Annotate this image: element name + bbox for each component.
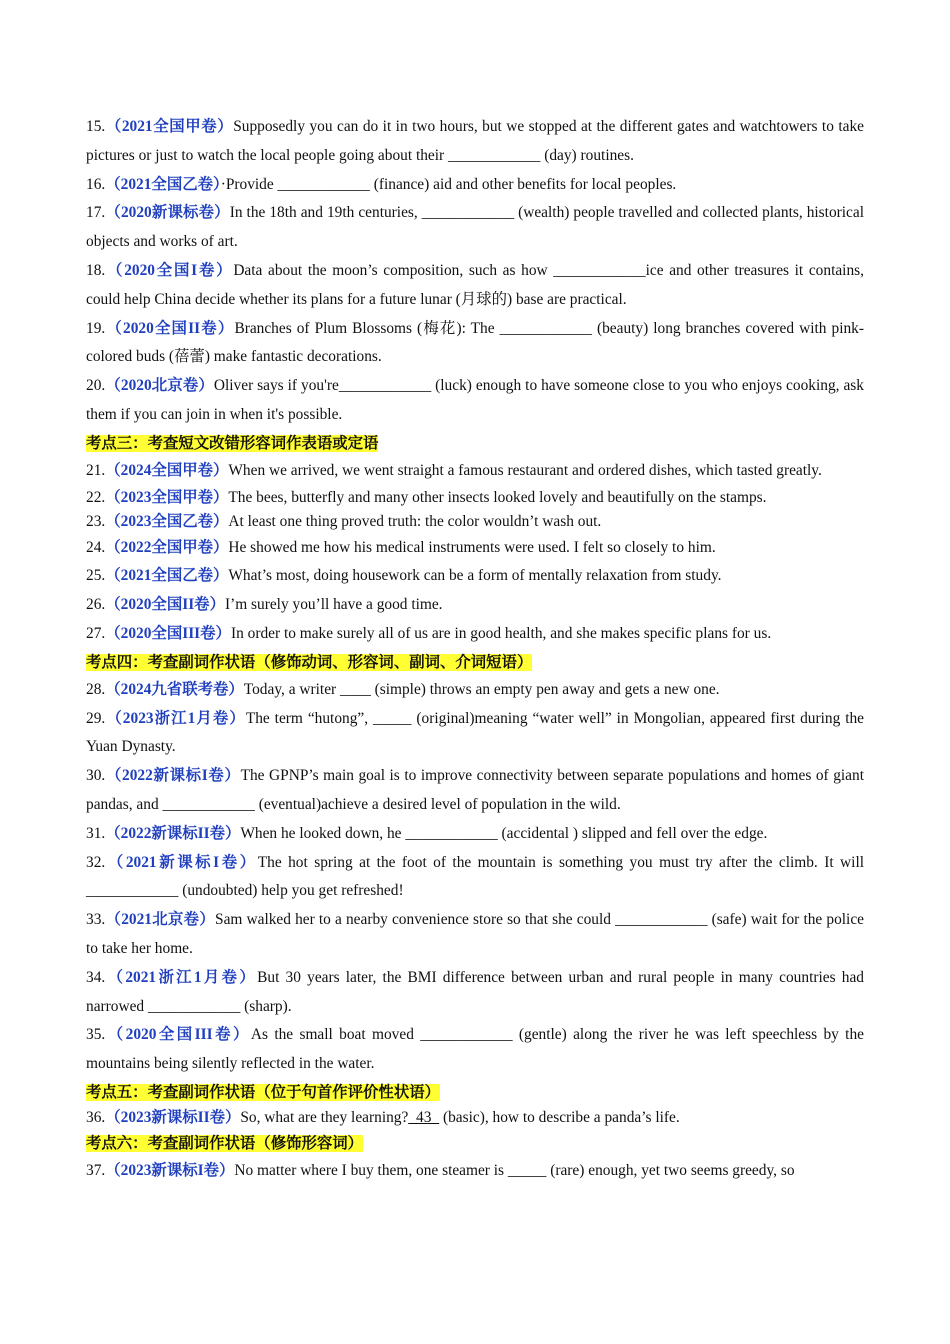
exam-source: （2024全国甲卷）	[105, 461, 229, 479]
question-text: Data about the moon’s composition, such as how ____________ice and other treasures it contains, could help China decide whether its plans for a future lunar (月球的) base are practical.	[86, 261, 864, 308]
question-number: 16.	[86, 175, 106, 193]
question-text-after: (basic), how to describe a panda’s life.	[439, 1108, 680, 1126]
exam-source: （2020全国II卷）	[105, 596, 225, 614]
question-number: 37.	[86, 1161, 106, 1179]
question-text: The bees, butterfly and many other insects looked lovely and beautifully on the stamps.	[228, 488, 767, 506]
question-item	[86, 372, 864, 430]
question-text: Supposedly you can do it in two hours, but we stopped at the different gates and watchtowers to take pictures or just to watch the local people going about their ____________ (day) routines.	[86, 118, 864, 164]
question-text: I’m surely you’ll have a good time.	[224, 596, 443, 614]
question-number: 25.	[86, 567, 106, 585]
question-number: 32.	[86, 853, 106, 871]
question-number: 34.	[86, 968, 106, 986]
question-text: But 30 years later, the BMI difference between urban and rural people in many countries had narrowed ____________ (sharp).	[86, 968, 864, 1015]
question-text: When we arrived, we went straight a famous restaurant and ordered dishes, which tasted greatly.	[228, 461, 822, 479]
question-item	[86, 534, 864, 563]
question-text: When he looked down, he ____________ (accidental ) slipped and fell over the edge.	[240, 824, 768, 842]
question-item	[86, 562, 864, 591]
question-text: The GPNP’s main goal is to improve connectivity between separate populations and homes of giant pandas, and ____________ (eventual)achieve a desired level of population in the wild.	[86, 767, 864, 813]
question-item	[86, 486, 864, 510]
section-heading	[86, 1079, 864, 1106]
question-text: In the 18th and 19th centuries, ____________ (wealth) people travelled and collected plants, historical objects and works of art.	[86, 204, 864, 251]
exam-source: （2020全国III卷）	[105, 624, 231, 642]
exam-source: （2021浙江1月卷）	[105, 968, 258, 986]
exam-source: （2020新课标卷）	[105, 204, 230, 222]
question-item	[86, 964, 864, 1022]
question-number: 36.	[86, 1108, 106, 1126]
question-number: 15.	[86, 118, 106, 135]
question-number: 22.	[86, 488, 106, 506]
section-heading	[86, 430, 864, 457]
question-item	[86, 457, 864, 486]
question-text: At least one thing proved truth: the color wouldn’t wash out.	[228, 512, 602, 530]
question-text: Sam walked her to a nearby convenience store so that she could ____________ (safe) wait for the police to take her home.	[86, 911, 864, 957]
question-list	[86, 113, 864, 1186]
exam-source: （2021北京卷）	[105, 911, 216, 929]
section-heading	[86, 1130, 864, 1157]
exam-source: （2022新课标II卷）	[105, 824, 241, 842]
question-number: 35.	[86, 1026, 106, 1044]
question-item	[86, 257, 864, 315]
question-text: He showed me how his medical instruments were used. I felt so closely to him.	[228, 538, 716, 556]
question-number: 30.	[86, 767, 106, 785]
question-number: 20.	[86, 377, 106, 395]
exam-source: （2024九省联考卷）	[105, 680, 244, 698]
worksheet-page	[86, 113, 864, 1186]
exam-source: （2023全国乙卷）	[105, 512, 229, 530]
question-text: What’s most, doing housework can be a form of mentally relaxation from study.	[228, 567, 722, 585]
exam-source: （2023新课标II卷）	[105, 1108, 241, 1126]
question-text: ·Provide ____________ (finance) aid and other benefits for local peoples.	[220, 175, 677, 193]
exam-source: （2021全国甲卷）	[105, 118, 234, 135]
exam-source: （2020全国III卷）	[105, 1026, 251, 1044]
question-item	[86, 1106, 864, 1130]
question-item	[86, 762, 864, 820]
section-heading-text: 考点四：考查副词作状语（修饰动词、形容词、副词、介词短语）	[86, 653, 533, 671]
question-text: The term “hutong”, _____ (original)meaning “water well” in Mongolian, appeared first during the Yuan Dynasty.	[86, 709, 864, 756]
question-number: 26.	[86, 596, 106, 614]
question-number: 24.	[86, 538, 106, 556]
question-number: 28.	[86, 680, 106, 698]
question-number: 33.	[86, 911, 106, 929]
question-text: So, what are they learning?	[240, 1108, 409, 1126]
question-item	[86, 705, 864, 763]
exam-source: （2020全国II卷）	[105, 319, 235, 337]
section-heading	[86, 649, 864, 676]
question-number: 23.	[86, 512, 106, 530]
question-item	[86, 906, 864, 964]
question-number: 27.	[86, 624, 106, 642]
exam-source: （2022全国甲卷）	[105, 538, 229, 556]
question-text: In order to make surely all of us are in good health, and she makes specific plans for us.	[230, 624, 772, 642]
question-item	[86, 315, 864, 373]
question-text: Oliver says if you're____________ (luck) enough to have someone close to you who enjoys cooking, ask them if you can join in when it's possible.	[86, 377, 864, 423]
question-text: No matter where I buy them, one steamer is _____ (rare) enough, yet two seems greedy, so	[234, 1161, 795, 1179]
question-number: 21.	[86, 461, 106, 479]
question-number: 18.	[86, 261, 106, 279]
question-item	[86, 591, 864, 620]
question-number: 29.	[86, 709, 106, 727]
exam-source: （2021全国乙卷）	[105, 567, 229, 585]
exam-source: （2023全国甲卷）	[105, 488, 229, 506]
question-text: As the small boat moved ____________ (gentle) along the river he was left speechless by the mountains being silently reflected in the water.	[86, 1026, 864, 1073]
answer-blank: _43_	[408, 1108, 440, 1126]
question-number: 31.	[86, 824, 106, 842]
section-heading-text: 考点五：考查副词作状语（位于句首作评价性状语）	[86, 1083, 440, 1101]
exam-source: （2022新课标I卷）	[105, 767, 241, 785]
question-text: The hot spring at the foot of the mountain is something you must try after the climb. It will ____________ (undoubted) help you get refreshed!	[86, 853, 864, 900]
question-number: 17.	[86, 204, 106, 222]
question-item	[86, 676, 864, 705]
question-item	[86, 113, 864, 171]
question-number: 19.	[86, 319, 106, 337]
question-item	[86, 199, 864, 257]
section-heading-text: 考点六：考查副词作状语（修饰形容词）	[86, 1134, 364, 1152]
question-text: Today, a writer ____ (simple) throws an empty pen away and gets a new one.	[243, 680, 720, 698]
exam-source: （2023浙江1月卷）	[105, 709, 246, 727]
exam-source: （2020全国I卷）	[105, 261, 234, 279]
question-item	[86, 849, 864, 907]
question-text: Branches of Plum Blossoms (梅花): The ____________ (beauty) long branches covered with pink-colored buds (蓓蕾) make fantastic decorations.	[86, 319, 864, 366]
question-item	[86, 620, 864, 649]
question-item	[86, 510, 864, 534]
question-item	[86, 820, 864, 849]
exam-source: （2021全国乙卷）	[105, 175, 221, 193]
section-heading-text: 考点三：考查短文改错形容词作表语或定语	[86, 434, 379, 452]
exam-source: （2023新课标I卷）	[105, 1161, 235, 1179]
exam-source: （2020北京卷）	[105, 377, 214, 395]
exam-source: （2021新课标I卷）	[105, 853, 258, 871]
question-item	[86, 1157, 864, 1186]
question-item	[86, 1021, 864, 1079]
question-item	[86, 171, 864, 200]
